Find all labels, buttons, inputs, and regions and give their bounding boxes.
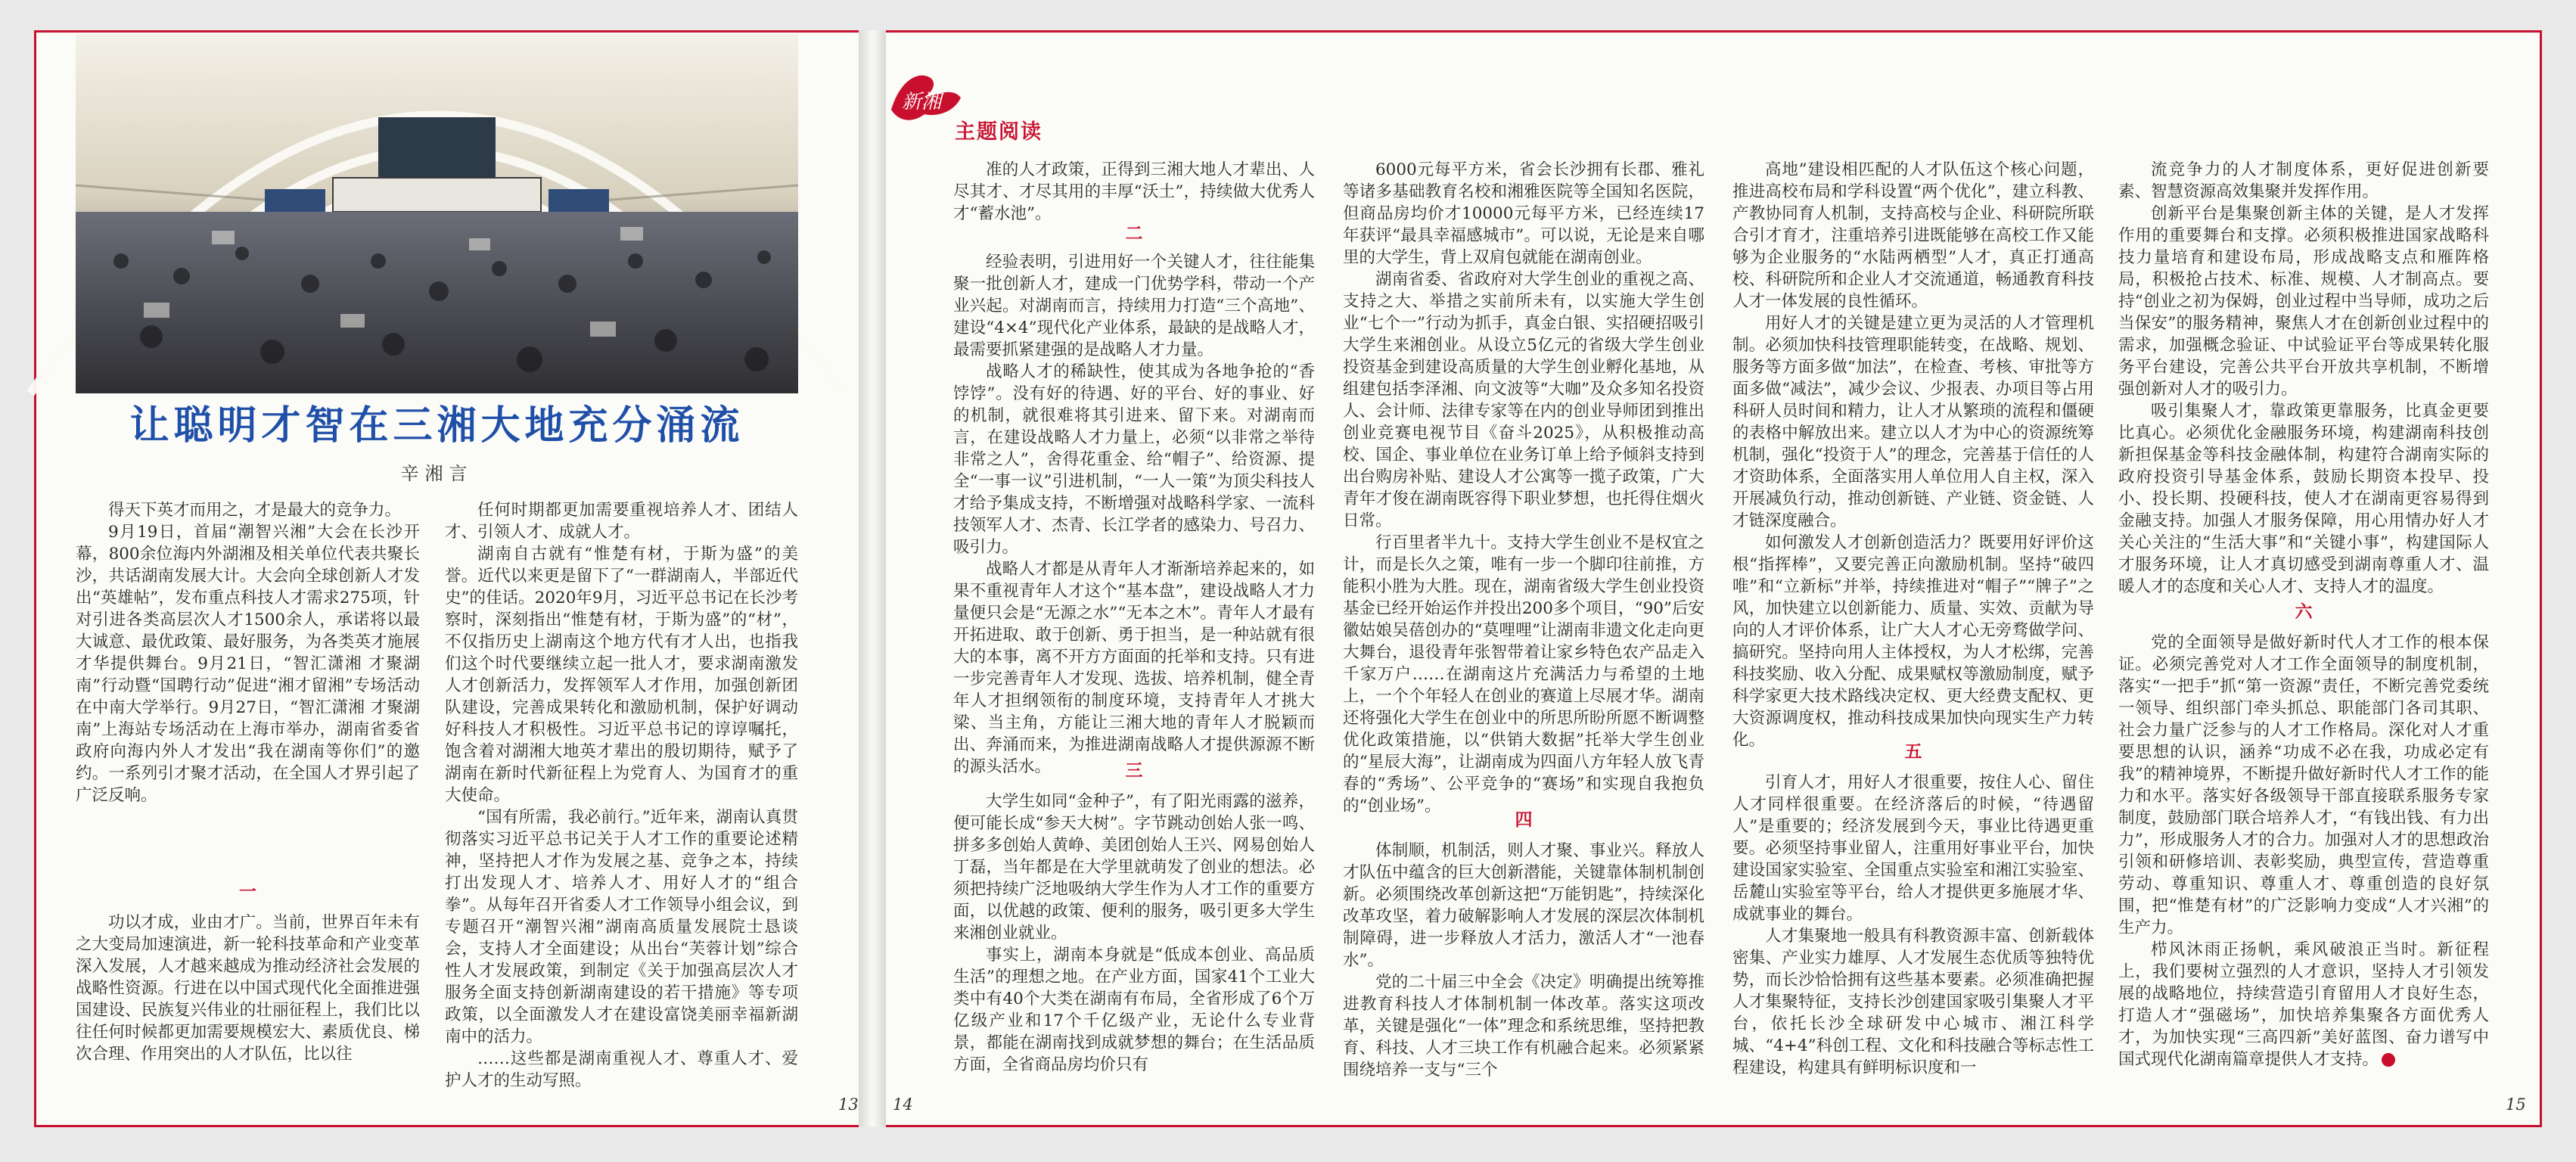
paragraph: 用好人才的关键是建立更为灵活的人才管理机制。必须加快科技管理职能转变，在战略、规划、服务等方面多做“加法”，在检查、考核、审批等方面多做“减法”，减少会议、少报表、办项目等占用科研人员时间和精力，让人才从繁琐的流程和僵硬的表格中解放出来。建立以人才为中心的资源统筹机制，强化“投资于人”的理念，完善基于信任的人才资助体系，全面落实用人单位用人自主权，深入开展减负行动，推动创新链、产业链、资金链、人才链深度融合。: [1732, 314, 2094, 530]
section-heading-3: 三: [1125, 760, 1143, 781]
paragraph: 大学生如同“金种子”，有了阳光雨露的滋养，便可能长成“参天大树”。字节跳动创始人张一鸣、拼多多创始人黄峥、美团创始人王兴、网易创始人丁磊，当年都是在大学里就萌发了创业的想法。必须把持续广泛地吸纳大学生作为人才工作的重要方面，以优越的政策、便利的服务，吸引更多大学生来湘创业就业。: [953, 792, 1315, 943]
column-9: [1732, 159, 2094, 750]
closing-paragraph: 栉风沐雨正扬帆，乘风破浪正当时。新征程上，我们要树立强烈的人才意识，坚持人才引领发展的战略地位，持续营造引育留用人才良好生态，打造人才“强磁场”，加快培养集聚各方面优秀人才，为加快实现“三高四新”美好蓝图、奋力谱写中国式现代化湖南篇章提供人才支持。: [2118, 940, 2489, 1069]
paragraph: 引育人才，用好人才很重要，按住人心、留住人才同样很重要。在经济落后的时候，“待遇留人”是重要的；经济发展到今天，事业比待遇更重要。必须坚持事业留人，注重用好事业平台，加快建设国家实验室、全国重点实验室和湘江实验室、岳麓山实验室等平台，给人才提供更多施展才华、成就事业的舞台。: [1732, 773, 2094, 924]
page-number-13: 13: [838, 1095, 859, 1114]
column-3: [445, 499, 798, 1092]
paragraph: “国有所需，我必前行。”近年来，湖南认真贯彻落实习近平总书记关于人才工作的重要论述精神，坚持把人才作为发展之基、竞争之本，持续打出发现人才、培养人才、用好人才的“组合拳”。从每年召开省委人才工作领导小组会议，到专题召开“潮智兴湘”湖南高质量发展院士恳谈会，支持人才全面建设；从出台“芙蓉计划”综合性人才发展政策，到制定《关于加强高层次人才服务全面支持创新湖南建设的若干措施》等专项政策，以全面激发人才在建设富饶美丽幸福新湖南中的活力。: [445, 808, 798, 1046]
paragraph: 流竞争力的人才制度体系，更好促进创新要素、智慧资源高效集聚并发挥作用。: [2118, 160, 2489, 201]
paragraph: 行百里者半九十。支持大学生创业不是权宜之计，而是长久之策，唯有一步一个脚印往前推，方能积小胜为大胜。现在，湖南省级大学生创业投资基金已经开始运作并投出200多个项目，“90”后安徽姑娘吴蓓创办的“莫哩哩”让湖南非遗文化走向更大舞台，退役青年张智带着让家乡特色农产品走入千家万户……在湖南这片充满活力与希望的土地上，一个个年轻人在创业的赛道上尽展才华。湖南还将强化大学生在创业中的所思所盼所愿不断调整优化政策措施，以“供销大数据”托举大学生创业的“星辰大海”，让湖南成为四面八方年轻人放飞青春的“秀场”、公平竞争的“赛场”和实现自我抱负的“创业场”。: [1343, 533, 1704, 816]
paragraph: 任何时期都更加需要重视培养人才、团结人才、引领人才、成就人才。: [445, 501, 798, 542]
section-heading-2: 二: [1125, 223, 1143, 244]
conference-hall-photo: [76, 34, 798, 393]
column-12: [2118, 632, 2489, 1078]
column-11: [2118, 159, 2489, 596]
paragraph: [2118, 939, 2489, 1070]
article-author: 辛湘言: [400, 463, 474, 484]
page-number-15: 15: [2506, 1095, 2526, 1114]
column-8: [1343, 840, 1704, 1082]
column-1: [76, 499, 420, 806]
paragraph: 6000元每平方米，省会长沙拥有长郡、雅礼等诸多基础教育名校和湘雅医院等全国知名医院，但商品房均价才10000元每平方米，已经连续17年获评“最具幸福感城市”。可以说，无论是来自哪里的大学生，背上双肩包就能在湖南创业。: [1343, 160, 1704, 267]
paragraph: 功以才成，业由才广。当前，世界百年未有之大变局加速演进，新一轮科技革命和产业变革深入发展，人才越来越成为推动经济社会发展的战略性资源。行进在以中国式现代化全面推进强国建设、民族复兴伟业的壮丽征程上，我们比以往任何时候都更加需要规模宏大、素质优良、梯次合理、作用突出的人才队伍，比以往: [76, 913, 420, 1064]
paragraph: 9月19日，首届“潮智兴湘”大会在长沙开幕，800余位海内外湖湘及相关单位代表共聚长沙，共话湖南发展大计。大会向全球创新人才发出“英雄帖”，发布重点科技人才需求275项，针对引进各类高层次人才1500余人，承诺将以最大诚意、最优政策、最好服务，为各类英才施展才华提供舞台。9月21日，“智汇潇湘 才聚湖南”行动暨“国聘行动”促进“湘才留湘”专场活动在中南大学举行。9月27日，“智汇潇湘 才聚湖南”上海站专场活动在上海市举办，湖南省委省政府向海内外人才发出“我在湖南等你们”的邀约。一系列引才聚才活动，在全国人才界引起了广泛反响。: [76, 523, 420, 805]
article-title: 让聪明才智在三湘大地充分涌流: [129, 403, 744, 449]
paragraph: 体制顺，机制活，则人才聚、事业兴。释放人才队伍中蕴含的巨大创新潜能，关键靠体制机制创新。必须围绕改革创新这把“万能钥匙”，持续深化改革攻坚，着力破解影响人才发展的深层次体制机制障碍，进一步释放人才活力，激活人才“一池春水”。: [1343, 841, 1704, 970]
paragraph: 创新平台是集聚创新主体的关键，是人才发挥作用的重要舞台和支撑。必须积极推进国家战略科技力量培育和建设布局，形成战略支点和雁阵格局，积极抢占技术、标准、规模、人才制高点。要持“创业之初为保姆，创业过程中当导师，成功之后当保安”的服务精神，聚焦人才在创新创业过程中的需求，加强概念验证、中试验证平台等成果转化服务平台建设，完善公共平台开放共享机制，不断增强创新对人才的吸引力。: [2118, 204, 2489, 399]
page-number-14: 14: [893, 1095, 913, 1114]
paragraph: 党的二十届三中全会《决定》明确提出统筹推进教育科技人才体制机制一体改革。落实这项改革，关键是强化“一体”理念和系统思维，坚持把教育、科技、人才三块工作有机融合起来。必须紧紧围绕培养一支与“三个: [1343, 973, 1704, 1080]
column-2: [76, 912, 420, 1065]
paragraph: 战略人才都是从青年人才渐渐培养起来的，如果不重视青年人才这个“基本盘”，建设战略人才力量便只会是“无源之水”“无本之木”。青年人才最有开拓进取、敢于创新、勇于担当，是一种站就有很大的本事，离不开方方面面的托举和支持。只有进一步完善青年人才发现、选拔、培养机制，健全青年人才担纲领衔的制度环境，支持青年人才挑大梁、当主角，方能让三湘大地的青年人才脱颖而出、奔涌而来，为推进湖南战略人才提供源源不断的源头活水。: [953, 560, 1315, 776]
page-gutter: [859, 30, 886, 1127]
paragraph: 党的全面领导是做好新时代人才工作的根本保证。必须完善党对人才工作全面领导的制度机制，落实“一把手”抓“第一资源”责任，不断完善党委统一领导、组织部门牵头抓总、职能部门各司其职、社会力量广泛参与的人才工作格局。深化对人才重要思想的认识，涵养“功成不必在我，功成必定有我”的精神境界，不断提升做好新时代人才工作的能力和水平。落实好各级领导干部直接联系服务专家制度，鼓励部门联合培养人才，“有钱出钱、有力出力”，形成服务人才的合力。加强对人才的思想政治引领和研修培训、表彰奖励，典型宣传，营造尊重劳动、尊重知识、尊重人才、尊重创造的良好氛围，把“惟楚有材”的广泛影响力变成“人才兴湘”的生产力。: [2118, 633, 2489, 937]
section-heading-6: 六: [2295, 601, 2313, 622]
paragraph: 得天下英才而用之，才是最大的竞争力。: [108, 501, 402, 520]
paragraph: 如何激发人才创新创造活力？既要用好评价这根“指挥棒”，又要完善正向激励机制。坚持“破四唯”和“立新标”并举，持续推进对“帽子”“牌子”之风，加快建立以创新能力、质量、实效、贡献为导向的人才评价体系，让广大人才心无旁骛做学问、搞研究。坚持向用人主体授权，为人才松绑，完善科技奖励、收入分配、成果赋权等激励制度，赋予科学家更大技术路线决定权、更大经费支配权、更大资源调度权，推动科技成果加快向现实生产力转化。: [1732, 533, 2094, 750]
column-7: [1343, 159, 1704, 816]
paragraph: 准的人才政策，正得到三湘大地人才辈出、人尽其才、才尽其用的丰厚“沃土”，持续做大优秀人才“蓄水池”。: [953, 160, 1315, 223]
paragraph: 事实上，湖南本身就是“低成本创业、高品质生活”的理想之地。在产业方面，国家41个工业大类中有40个大类在湖南有布局，全省形成了6个万亿级产业和17个千亿级产业，无论什么专业背景，都能在湖南找到成就梦想的舞台；在生活品质方面，全省商品房均价只有: [953, 946, 1315, 1074]
column-5: [953, 251, 1315, 776]
paragraph: 湖南自古就有“惟楚有材，于斯为盛”的美誉。近代以来更是留下了“一群湖南人，半部近代史”的佳话。2020年9月，习近平总书记在长沙考察时，深刻指出“惟楚有材，于斯为盛”的“材”，不仅指历史上湖南这个地方代有才人出，也指我们这个时代要继续立起一批人才，要求湖南激发人才创新活力，发挥领军人才作用，加强创新团队建设，完善成果转化和激励机制，保护好调动好科技人才积极性。习近平总书记的谆谆嘱托，饱含着对湖湘大地英才辈出的殷切期待，赋予了湖南在新时代新征程上为党育人、为国育才的重大使命。: [445, 545, 798, 805]
paragraph: 战略人才的稀缺性，使其成为各地争抢的“香饽饽”。没有好的待遇、好的平台、好的事业、好的机制，就很难将其引进来、留下来。对湖南而言，在建设战略人才力量上，必须“以非常之举待非常之人”，舍得花重金、给“帽子”、给资源、提全“一事一议”引进机制，“一人一策”为顶尖科技人才给予集成支持，不断增强对战略科学家、一流科技领军人才、杰青、长江学者的感染力、号召力、吸引力。: [953, 362, 1315, 557]
section-heading-1: 一: [239, 881, 256, 902]
section-heading-4: 四: [1515, 809, 1533, 830]
column-6: [953, 791, 1315, 1078]
paragraph: 人才集聚地一般具有科教资源丰富、创新载体密集、产业实力雄厚、人才发展生态优质等独特优势，而长沙恰恰拥有这些基本要素。必须准确把握人才集聚特征，支持长沙创建国家吸引集聚人才平台，依托长沙全球研发中心城市、湘江科学城、“4+4”科创工程、文化和科技融合等标志性工程建设，构建具有鲜明标识度和一: [1732, 927, 2094, 1077]
paragraph: ……这些都是湖南重视人才、尊重人才、爱护人才的生动写照。: [445, 1049, 798, 1090]
section-heading-5: 五: [1904, 741, 1922, 762]
paragraph: 高地”建设相匹配的人才队伍这个核心问题，推进高校布局和学科设置“两个优化”，建立科教、产教协同育人机制，支持高校与企业、科研院所联合引才育才，注重培养引进既能够在高校工作又能够为企业服务的“水陆两栖型”人才，真正打通高校、科研院所和企业人才交流通道，畅通教育科技人才一体发展的良性循环。: [1732, 160, 2094, 311]
paragraph: 经验表明，引进用好一个关键人才，往往能集聚一批创新人才，建成一门优势学科，带动一个产业兴起。对湖南而言，持续用力打造“三个高地”、建设“4×4”现代化产业体系，最缺的是战略人才，最需要抓紧建强的是战略人才力量。: [953, 253, 1315, 359]
column-10: [1732, 772, 2094, 1082]
paragraph: 吸引集聚人才，靠政策更靠服务，比真金更要比真心。必须优化金融服务环境，构建湖南科技创新担保基金等科技金融体制，构建符合湖南实际的政府投资引导基金体系，鼓励长期资本投早、投小、投长期、投硬科技，使人才在湖南更容易得到金融支持。加强人才服务保障，用心用情办好人才关心关注的“生活大事”和“关键小事”，构建国际人才服务环境，让人才真切感受到湖南尊重人才、温暖人才的态度和关心人才、支持人才的温度。: [2118, 402, 2489, 596]
section-label: 主题阅读: [955, 120, 1043, 144]
paragraph: 湖南省委、省政府对大学生创业的重视之高、支持之大、举措之实前所未有，以实施大学生创业“七个一”行动为抓手，真金白银、实招硬招吸引大学生来湘创业。从设立5亿元的省级大学生创业投资基金到建设高质量的大学生创业孵化基地，从组建包括李泽湘、向文波等“大咖”及众多知名投资人、会计师、法律专家等在内的创业导师团到推出创业竞赛电视节目《奋斗2025》，从积极推动高校、国企、事业单位在业务订单上给予倾斜支持到出台购房补贴、建设人才公寓等一揽子政策，广大青年才俊在湖南既容得下职业梦想，也托得住烟火日常。: [1343, 270, 1704, 530]
brand-glyph: 新湘: [902, 91, 942, 113]
column-4: [953, 159, 1315, 225]
end-mark-icon: [2382, 1053, 2395, 1067]
